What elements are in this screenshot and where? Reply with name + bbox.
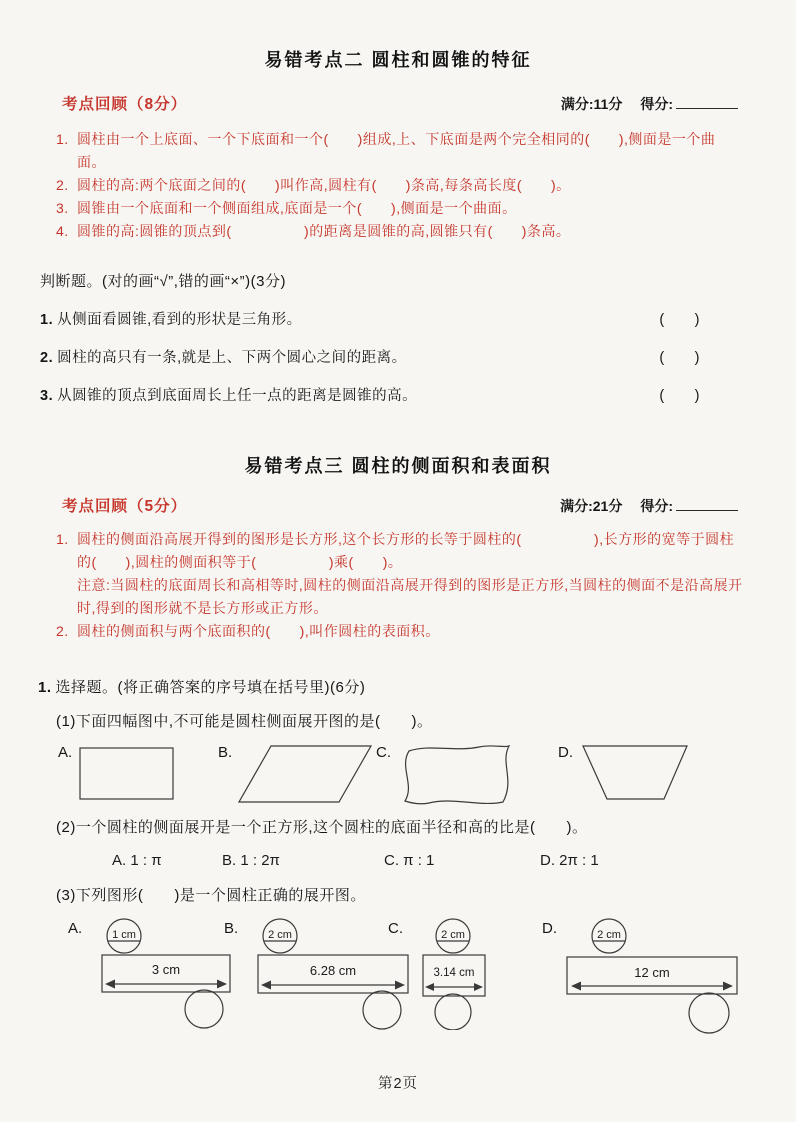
- review-item-text: 圆柱由一个上底面、一个下底面和一个( )组成,上、下底面是两个完全相同的( ),侧面是一个曲面。: [77, 131, 716, 170]
- net-option-label: C.: [388, 920, 403, 937]
- option-value: 2π : 1: [559, 852, 599, 869]
- judge-question-text: [40, 308, 302, 329]
- review-item-num: 3.: [56, 200, 69, 216]
- review-item: [56, 220, 744, 243]
- choice-question-3: (3)下列图形( )是一个圆柱正确的展开图。: [56, 887, 366, 904]
- shapes-row: [0, 740, 796, 812]
- review-item-text: 圆锥由一个底面和一个侧面组成,底面是一个( ),侧面是一个曲面。: [77, 200, 517, 216]
- review-item-text: 圆柱的侧面沿高展开得到的图形是长方形,这个长方形的长等于圆柱的( ),长方形的宽等于圆柱的( ),圆柱的侧面积等于( )乘( )。: [77, 531, 735, 570]
- diameter-label: 2 cm: [597, 929, 621, 941]
- choice-question-1: (1)下面四幅图中,不可能是圆柱侧面展开图的是( )。: [56, 713, 433, 730]
- shape-option-c[interactable]: [376, 742, 521, 810]
- cylinder-net-figure: [561, 916, 761, 1034]
- option-a[interactable]: [112, 852, 162, 869]
- review-item-num: 1.: [56, 131, 69, 147]
- diameter-label: 2 cm: [441, 929, 465, 941]
- net-option-label: A.: [68, 920, 83, 937]
- cylinder-net-figure: [407, 916, 517, 1030]
- diameter-label: 1 cm: [112, 929, 137, 941]
- review-item: [56, 174, 744, 197]
- review-item: [56, 128, 744, 174]
- width-label: 3 cm: [152, 962, 181, 977]
- review-title-2: 考点回顾（8分）: [62, 96, 188, 113]
- section-title-2: 易错考点二 圆柱和圆锥的特征: [264, 50, 532, 70]
- choice-header-num: 1.: [38, 679, 52, 696]
- judge-question: [40, 308, 700, 329]
- diameter-label: 2 cm: [268, 929, 293, 941]
- review-item-num: 1.: [56, 531, 69, 547]
- option-c[interactable]: [384, 852, 434, 869]
- judge-question-body: 从侧面看圆锥,看到的形状是三角形。: [57, 312, 302, 328]
- net-option-c[interactable]: [388, 916, 517, 1030]
- shape-option-a[interactable]: [58, 742, 178, 806]
- judge-question-num: 3.: [40, 388, 54, 404]
- answer-bracket[interactable]: ( ): [659, 388, 700, 404]
- review-header-row-2: [62, 92, 738, 114]
- net-option-d[interactable]: [542, 916, 761, 1034]
- review-header-row-3: [62, 494, 738, 516]
- score-field-2: [640, 94, 738, 114]
- review-item: [56, 620, 744, 643]
- judge-question-num: 1.: [40, 312, 54, 328]
- review-item-note: 注意:当圆柱的底面周长和高相等时,圆柱的侧面沿高展开得到的图形是正方形,当圆柱的侧面不是沿高展开时,得到的图形就不是长方形或正方形。: [77, 577, 743, 616]
- rectangle-shape-icon: [78, 742, 178, 806]
- net-option-label: B.: [224, 920, 239, 937]
- full-score-3: 满分:21分: [560, 498, 623, 514]
- score-blank-3: [676, 498, 738, 511]
- option-value: π : 1: [403, 852, 435, 869]
- choice-header-text: 选择题。(将正确答案的序号填在括号里)(6分): [55, 679, 366, 696]
- q2-options-row: [0, 852, 796, 876]
- net-figures-row: [0, 916, 796, 1036]
- option-label: C.: [384, 852, 399, 869]
- bottom-circle: [435, 994, 471, 1030]
- option-label: B.: [222, 852, 237, 869]
- score-field-3: [640, 496, 738, 516]
- width-label: 6.28 cm: [310, 963, 357, 978]
- net-option-label: D.: [542, 920, 557, 937]
- score-line-2: [561, 94, 738, 114]
- review-item-num: 2.: [56, 177, 69, 193]
- wavy-quadrilateral-shape-icon: [397, 742, 521, 810]
- review-title-3: 考点回顾（5分）: [62, 498, 188, 515]
- judge-question-body: 从圆锥的顶点到底面周长上任一点的距离是圆锥的高。: [57, 388, 418, 404]
- review-item-text: 圆柱的侧面积与两个底面积的( ),叫作圆柱的表面积。: [77, 623, 440, 639]
- review-list-2: [56, 128, 744, 243]
- bottom-circle: [689, 993, 729, 1033]
- judge-question-text: [40, 384, 417, 405]
- review-item-num: 4.: [56, 223, 69, 239]
- shape-option-label: D.: [558, 744, 573, 761]
- score-line-3: [560, 496, 738, 516]
- shape-option-d[interactable]: [558, 742, 691, 804]
- review-item-num: 2.: [56, 623, 69, 639]
- score-label-2: 得分:: [640, 96, 673, 112]
- page-number: 第2页: [377, 1076, 419, 1092]
- review-list-3: [56, 528, 744, 643]
- trapezoid-shape-icon: [579, 742, 691, 804]
- judge-question: [40, 384, 700, 405]
- judge-question: [40, 346, 700, 367]
- score-blank-2: [676, 96, 738, 109]
- width-label: 12 cm: [634, 965, 670, 980]
- width-label: 3.14 cm: [433, 967, 475, 979]
- shape-option-label: C.: [376, 744, 391, 761]
- section-title-3: 易错考点三 圆柱的侧面积和表面积: [244, 456, 552, 476]
- choice-header: [38, 676, 365, 697]
- option-value: 1 : 2π: [240, 852, 280, 869]
- option-label: A.: [112, 852, 127, 869]
- shape-option-b[interactable]: [218, 742, 374, 806]
- choice-question-2: (2)一个圆柱的侧面展开是一个正方形,这个圆柱的底面半径和高的比是( )。: [56, 819, 588, 836]
- judge-question-body: 圆柱的高只有一条,就是上、下两个圆心之间的距离。: [57, 350, 407, 366]
- full-score-2: 满分:11分: [560, 96, 623, 112]
- review-item: [56, 197, 744, 220]
- option-b[interactable]: [222, 852, 280, 869]
- option-label: D.: [540, 852, 555, 869]
- bottom-circle: [185, 990, 223, 1028]
- shape-option-label: A.: [58, 744, 73, 761]
- judge-question-num: 2.: [40, 350, 54, 366]
- review-item-text: 圆柱的高:两个底面之间的( )叫作高,圆柱有( )条高,每条高长度( )。: [77, 177, 571, 193]
- review-item: [56, 528, 744, 620]
- judge-question-text: [40, 346, 407, 367]
- review-item-text: 圆锥的高:圆锥的顶点到( )的距离是圆锥的高,圆锥只有( )条高。: [77, 223, 571, 239]
- answer-bracket[interactable]: ( ): [659, 312, 700, 328]
- score-label-3: 得分:: [640, 498, 673, 514]
- parallelogram-shape-icon: [238, 742, 374, 806]
- judge-header: 判断题。(对的画“√”,错的画“×”)(3分): [40, 273, 286, 290]
- shape-option-label: B.: [218, 744, 233, 761]
- option-value: 1 : π: [130, 852, 162, 869]
- answer-bracket[interactable]: ( ): [659, 350, 700, 366]
- option-d[interactable]: [540, 852, 599, 869]
